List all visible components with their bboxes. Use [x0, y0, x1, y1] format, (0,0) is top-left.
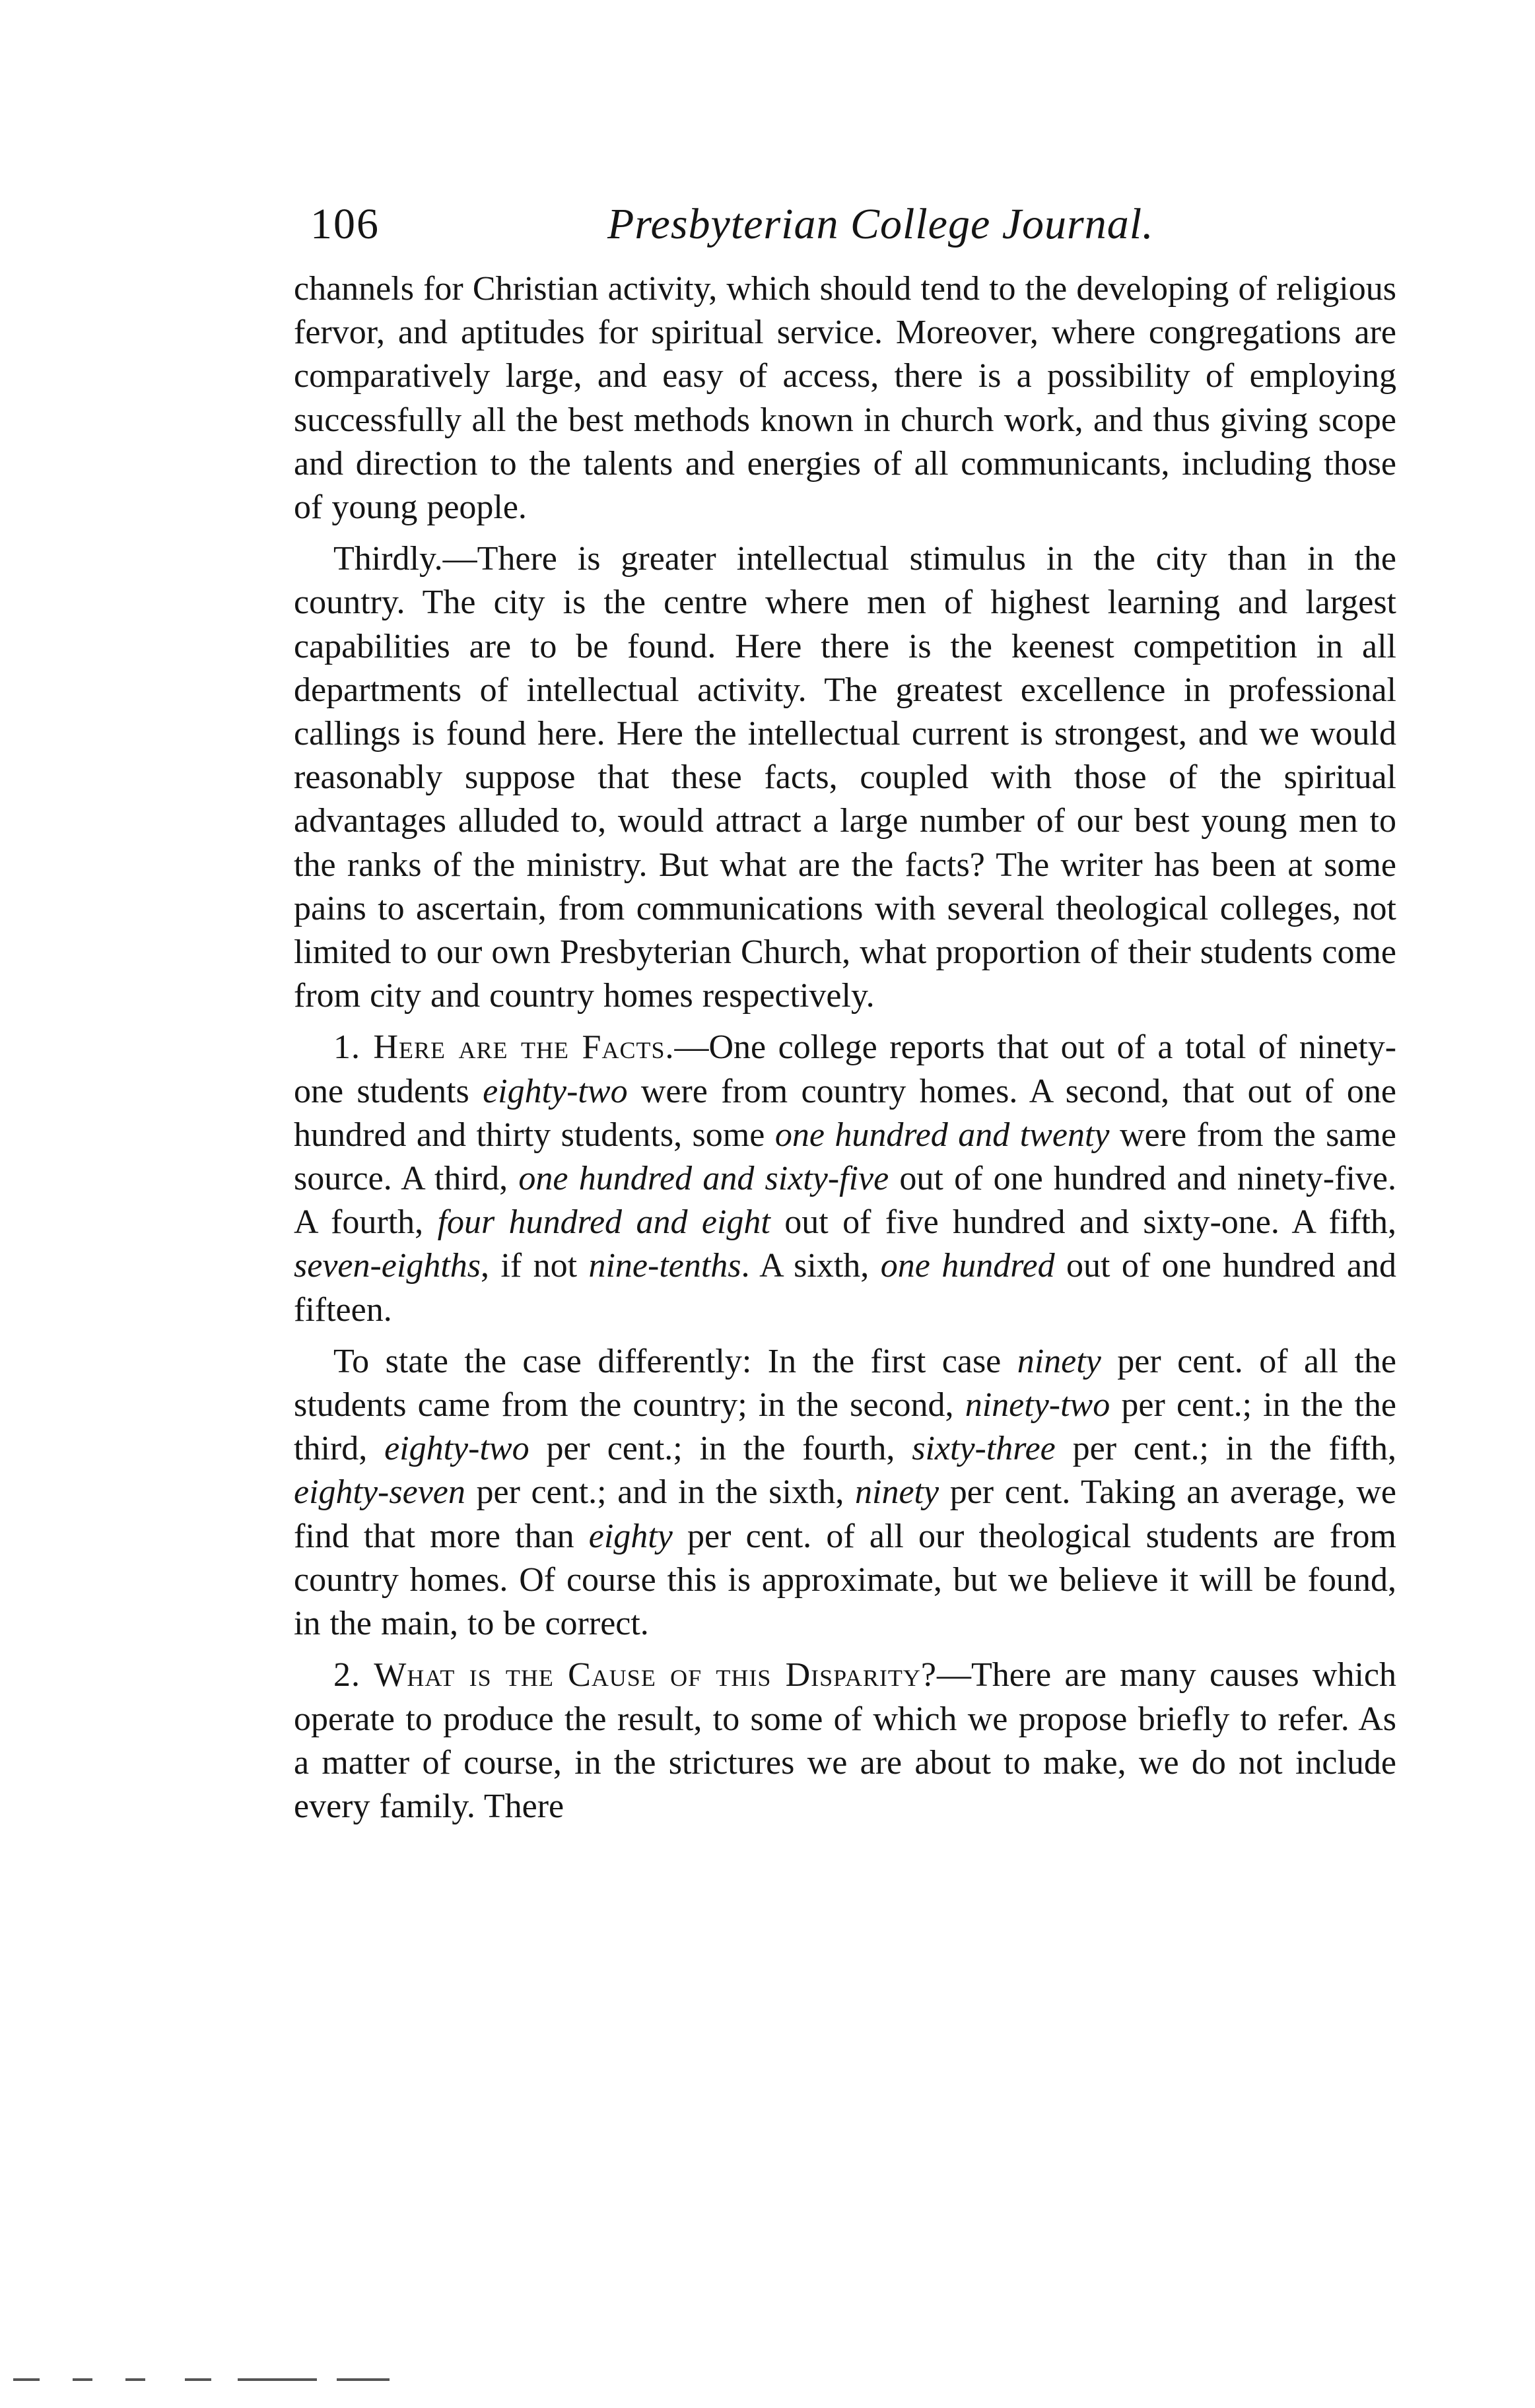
- text-segment: out of one hundred and ninety-five. A fourth,: [294, 1160, 1396, 1242]
- italic-figure: eighty-seven: [294, 1473, 465, 1512]
- text-segment: per cent.; in the fifth,: [1055, 1430, 1396, 1468]
- text-segment: per cent. of all our theological students are from country homes. Of course this is approximate, but we believe it will be found, in the main, to be correct.: [294, 1517, 1396, 1643]
- text-segment: To state the case differently: In the first case: [333, 1342, 1017, 1380]
- italic-figure: four hundred and eight: [437, 1203, 770, 1242]
- text-segment: per cent. Taking an average, we find that more than: [294, 1473, 1396, 1555]
- scan-mark: [125, 2378, 145, 2381]
- scan-mark: [73, 2378, 92, 2381]
- italic-figure: seven-eighths: [294, 1247, 481, 1285]
- text-segment: were from country homes. A second, that out of one hundred and thirty students, some: [294, 1072, 1396, 1154]
- text-segment: , if not: [481, 1247, 589, 1285]
- section-heading-facts: 1. Here are the Facts.: [333, 1028, 675, 1067]
- section-heading-cause: 2. What is the Cause of this Disparity?: [333, 1656, 937, 1694]
- text-segment: per cent. of all the students came from the country; in the second,: [294, 1342, 1396, 1424]
- page-header: [310, 198, 1400, 257]
- text-segment: per cent.; in the fourth,: [529, 1430, 912, 1468]
- italic-figure: one hundred: [880, 1247, 1055, 1285]
- italic-figure: ninety-two: [965, 1386, 1110, 1424]
- italic-figure: sixty-three: [912, 1430, 1056, 1468]
- italic-figure: one hundred and sixty-five: [518, 1160, 889, 1198]
- scan-edge-marks: [0, 2373, 409, 2386]
- paragraph-1-text: channels for Christian activity, which should tend to the developing of religious fervor, and aptitudes for spiritual service. Moreover, where congregations are comparatively large, and easy of access, there is a possibility of employing successfully all the best methods known in church work, and thus giving scope and direction to the talents and energies of all communicants, including those of young people.: [294, 270, 1396, 527]
- page-number: 106: [310, 200, 380, 248]
- italic-figure: ninety: [1017, 1342, 1101, 1380]
- scan-mark: [337, 2378, 390, 2381]
- text-segment: . A sixth,: [741, 1247, 881, 1285]
- paragraph-cause: [294, 1654, 1396, 1828]
- paragraph-percentages: [294, 1340, 1396, 1646]
- scan-mark: [13, 2378, 40, 2381]
- text-segment: out of five hundred and sixty-one. A fifth,: [770, 1203, 1397, 1242]
- text-segment: were from the same source. A third,: [294, 1116, 1396, 1198]
- scan-mark: [238, 2378, 317, 2381]
- italic-figure: eighty-two: [384, 1430, 529, 1468]
- scan-mark: [185, 2378, 211, 2381]
- paragraph-5-text: —There are many causes which operate to produce the result, to some of which we propose briefly to refer. As a matter of course, in the strictures we are about to make, we do not include every family. There: [294, 1656, 1396, 1825]
- text-segment: —One college reports that out of a total of ninety-one students: [294, 1028, 1397, 1110]
- text-segment: per cent.; and in the sixth,: [465, 1473, 855, 1512]
- paragraph-2-text: Thirdly.—There is greater intellectual stimulus in the city than in the country. The city is the centre where men of highest learning and largest capabilities are to be found. Here there is the keenest competition in all departments of intellectual activity. The greatest excellence in professional callings is found here. Here the intellectual current is strongest, and we would reasonably suppose that these facts, coupled with those of the spiritual advantages alluded to, would attract a large number of our best young men to the ranks of the ministry. But what are the facts? The writer has been at some pains to ascertain, from communications with several theological colleges, not limited to our own Presbyterian Church, what proportion of their students come from city and country homes respectively.: [294, 540, 1396, 1015]
- text-segment: out of one hundred and fifteen.: [294, 1247, 1396, 1329]
- running-title: Presbyterian College Journal.: [607, 200, 1154, 248]
- paragraph-thirdly: [294, 537, 1396, 1018]
- paragraph-continued: [294, 267, 1396, 529]
- italic-figure: eighty: [588, 1517, 673, 1555]
- italic-figure: nine-tenths: [588, 1247, 741, 1285]
- italic-figure: one hundred and twenty: [774, 1116, 1110, 1154]
- italic-figure: eighty-two: [483, 1072, 628, 1110]
- italic-figure: ninety: [855, 1473, 939, 1512]
- text-segment: per cent.; in the the third,: [294, 1386, 1397, 1468]
- body-text: [294, 267, 1396, 1828]
- paragraph-facts: [294, 1026, 1396, 1331]
